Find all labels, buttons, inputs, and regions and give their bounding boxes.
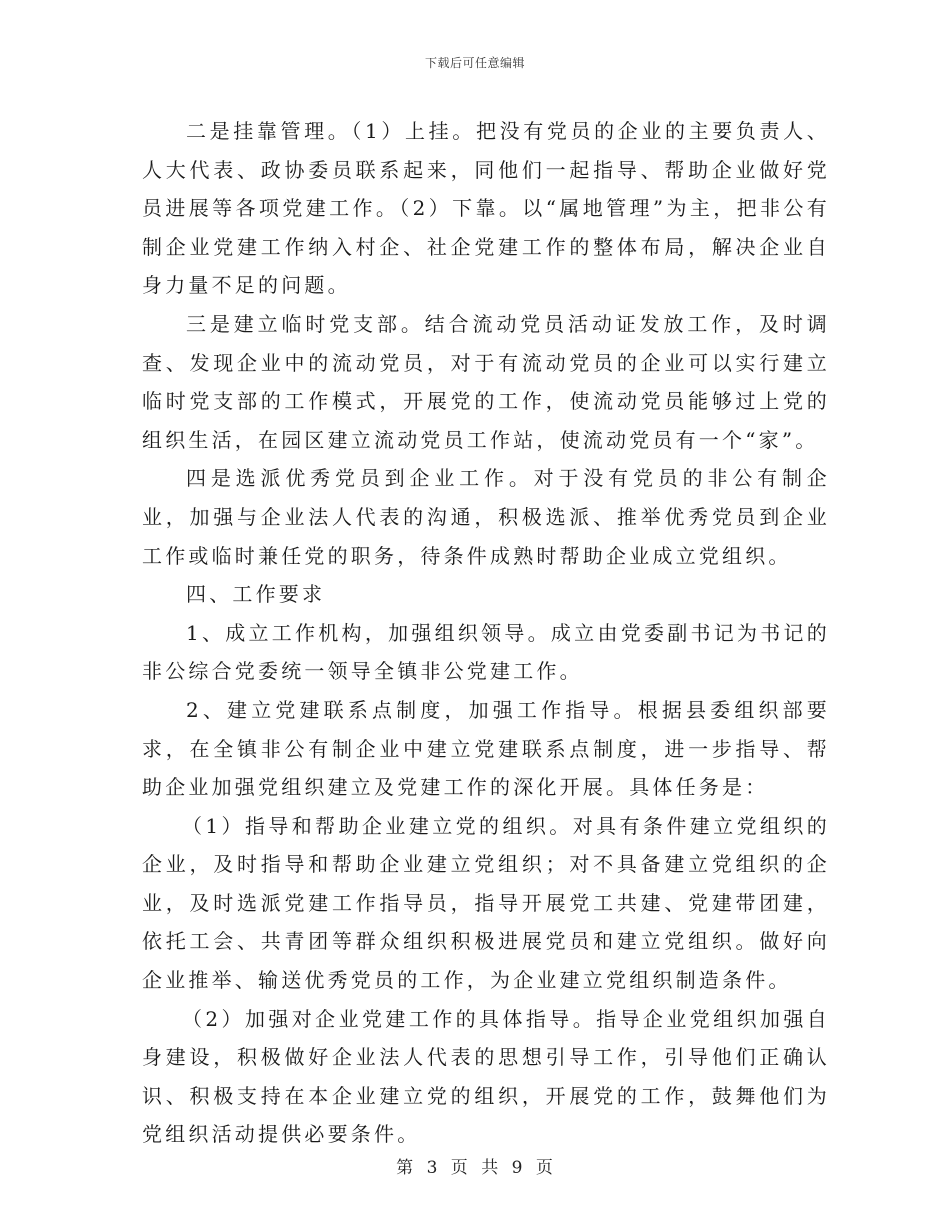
paragraph-requirement-2: 2、建立党建联系点制度，加强工作指导。根据县委组织部要求，在全镇非公有制企业中建立党建联系点制度，进一步指导、帮助企业加强党组织建立及党建工作的深化开展。具体任务是： [142, 697, 830, 800]
paragraph-requirement-1: 1、成立工作机构，加强组织领导。成立由党委副书记为书记的非公综合党委统一领导全镇非公党建工作。 [142, 620, 830, 684]
paragraph-guakao-management: 二是挂靠管理。（1）上挂。把没有党员的企业的主要负责人、人大代表、政协委员联系起来，同他们一起指导、帮助企业做好党员进展等各项党建工作。（2）下靠。以“属地管理”为主，把非公有制企业党建工作纳入村企、社企党建工作的整体布局，解决企业自身力量不足的问题。 [142, 119, 830, 298]
page-header: 下载后可任意编辑 [424, 56, 525, 70]
paragraph-temporary-branch: 三是建立临时党支部。结合流动党员活动证发放工作，及时调查、发现企业中的流动党员，对于有流动党员的企业可以实行建立临时党支部的工作模式，开展党的工作，使流动党员能够过上党的组织生活，在园区建立流动党员工作站，使流动党员有一个“家”。 [142, 311, 830, 452]
section-heading-work-requirements: 四、工作要求 [186, 582, 326, 607]
page-number: 第 3 页 共 9 页 [396, 1158, 554, 1178]
paragraph-dispatch-members: 四是选派优秀党员到企业工作。对于没有党员的非公有制企业，加强与企业法人代表的沟通，积极选派、推举优秀党员到企业工作或临时兼任党的职务，待条件成熟时帮助企业成立党组织。 [142, 466, 830, 568]
paragraph-task-1: （1）指导和帮助企业建立党的组织。对具有条件建立党组织的企业，及时指导和帮助企业建立党组织；对不具备建立党组织的企业，及时选派党建工作指导员，指导开展党工共建、党建带团建，依托工会、共青团等群众组织积极进展党员和建立党组织。做好向企业推举、输送优秀党员的工作，为企业建立党组织制造条件。 [142, 813, 830, 993]
document-body [142, 112, 830, 1154]
paragraph-task-2: （2）加强对企业党建工作的具体指导。指导企业党组织加强自身建设，积极做好企业法人代表的思想引导工作，引导他们正确认识、积极支持在本企业建立党的组织，开展党的工作，鼓舞他们为党组织活动提供必要条件。 [142, 1006, 830, 1147]
